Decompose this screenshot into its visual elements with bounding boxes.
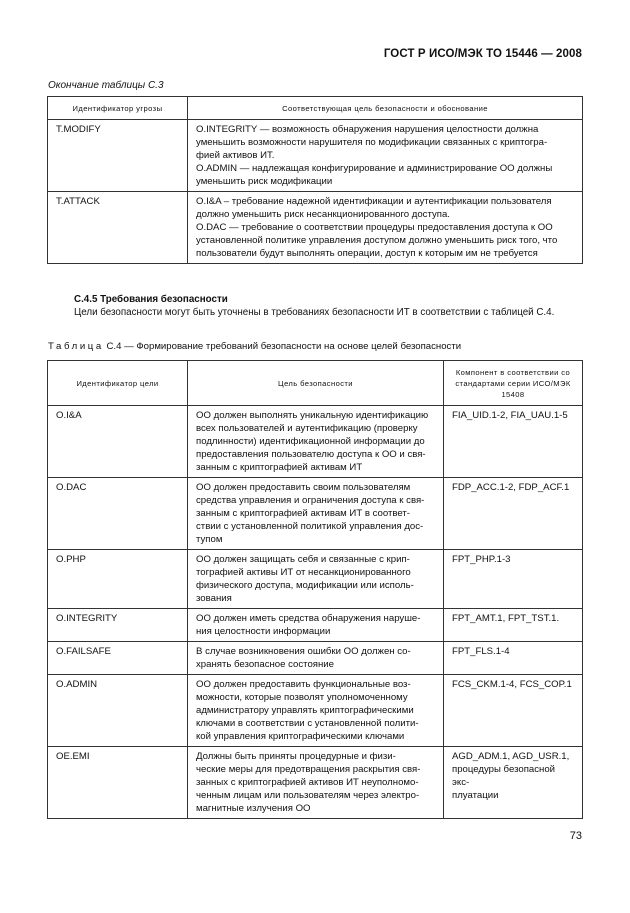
text-line: зования bbox=[196, 593, 232, 604]
table-row bbox=[48, 120, 583, 192]
objective-id: O.ADMIN bbox=[48, 675, 188, 747]
text-line: уменьшить риск модификации bbox=[196, 176, 333, 187]
objective-id: O.INTEGRITY bbox=[48, 609, 188, 642]
objective-id: OE.EMI bbox=[48, 747, 188, 819]
text-line: пользователи будут выполнять операции, доступ к которым им не требуется bbox=[196, 248, 538, 259]
threat-id: T.ATTACK bbox=[48, 192, 188, 264]
text-line: ключами в соответствии с установленной полити- bbox=[196, 718, 419, 729]
section-paragraph: Цели безопасности могут быть уточнены в требованиях безопасности ИТ в соответствии с таблицей С.4. bbox=[74, 307, 555, 318]
caption-label: Таблица bbox=[48, 341, 104, 352]
text-line: В случае возникновения ошибки ОО должен со- bbox=[196, 646, 411, 657]
text-line: хранять безопасное состояние bbox=[196, 659, 334, 670]
column-header: Идентификатор угрозы bbox=[48, 97, 188, 120]
objective-description bbox=[188, 675, 444, 747]
text-line: всех пользователей и аутентификацию (проверку bbox=[196, 423, 418, 434]
component-list bbox=[444, 747, 583, 819]
text-line: ческие меры для предотвращения раскрытия свя- bbox=[196, 764, 421, 775]
table-c3 bbox=[47, 96, 583, 264]
text-line: можности, которые позволят уполномоченному bbox=[196, 692, 408, 703]
table-row bbox=[48, 609, 583, 642]
component-list bbox=[444, 406, 583, 478]
page-number: 73 bbox=[569, 830, 582, 842]
text-line: ОО должен иметь средства обнаружения наруше- bbox=[196, 613, 421, 624]
table-header-row bbox=[48, 97, 583, 120]
table-row bbox=[48, 192, 583, 264]
objective-description bbox=[188, 609, 444, 642]
text-line: фией активов ИТ. bbox=[196, 150, 275, 161]
text-line: плуатации bbox=[452, 790, 499, 801]
section-heading: С.4.5 Требования безопасности bbox=[74, 294, 228, 305]
text-line: FPT_FLS.1-4 bbox=[452, 646, 510, 657]
text-line: AGD_ADM.1, AGD_USR.1, bbox=[452, 751, 570, 762]
table-row bbox=[48, 642, 583, 675]
text-line: O.ADMIN — надлежащая конфигурирование и администрирование ОО должны bbox=[196, 163, 553, 174]
text-line: O.INTEGRITY — возможность обнаружения нарушения целостности должна bbox=[196, 124, 539, 135]
text-line: O.I&A – требование надежной идентификации и аутентификации пользователя bbox=[196, 196, 552, 207]
text-line: ОО должен предоставить своим пользователям bbox=[196, 482, 411, 493]
text-line: администратору управлять криптографическими bbox=[196, 705, 414, 716]
text-line: занным с криптографией активам ИТ bbox=[196, 462, 363, 473]
table-row bbox=[48, 675, 583, 747]
column-header: Цель безопасности bbox=[188, 361, 444, 406]
text-line: физического доступа, модификации или исполь- bbox=[196, 580, 414, 591]
text-line: ченным лицам или пользователям через электро- bbox=[196, 790, 420, 801]
table-row bbox=[48, 406, 583, 478]
text-line: кой управления криптографическими ключами bbox=[196, 731, 405, 742]
text-line: подлинности) идентификационной информации до bbox=[196, 436, 425, 447]
objective-id: O.DAC bbox=[48, 478, 188, 550]
component-list bbox=[444, 609, 583, 642]
document-header: ГОСТ Р ИСО/МЭК ТО 15446 — 2008 bbox=[383, 48, 582, 60]
threat-id: T.MODIFY bbox=[48, 120, 188, 192]
table-c3-caption: Окончание таблицы С.3 bbox=[48, 80, 164, 91]
text-line: FPT_PHP.1-3 bbox=[452, 554, 511, 565]
text-line: установленной политике управления доступом должно уменьшить риск того, что bbox=[196, 235, 558, 246]
text-line: O.DAC — требование о соответствии процедуры предоставления доступа к ОО bbox=[196, 222, 553, 233]
objective-description bbox=[188, 642, 444, 675]
table-c4-caption bbox=[48, 341, 461, 352]
text-line: FCS_CKM.1-4, FCS_COP.1 bbox=[452, 679, 572, 690]
text-line: ния целостности информации bbox=[196, 626, 331, 637]
objective-id: O.I&A bbox=[48, 406, 188, 478]
table-row bbox=[48, 550, 583, 609]
text-line: ствии с установленной политикой управления дос- bbox=[196, 521, 424, 532]
table-row bbox=[48, 478, 583, 550]
text-line: должно уменьшить риск несанкционированного доступа. bbox=[196, 209, 450, 220]
text-line: ОО должен предоставить функциональные воз- bbox=[196, 679, 411, 690]
column-header: Соответствующая цель безопасности и обоснование bbox=[188, 97, 583, 120]
objective-id: O.PHP bbox=[48, 550, 188, 609]
component-list bbox=[444, 550, 583, 609]
component-list bbox=[444, 478, 583, 550]
text-line: FDP_ACC.1-2, FDP_ACF.1 bbox=[452, 482, 570, 493]
text-line: магнитные излучения ОО bbox=[196, 803, 311, 814]
text-line: уменьшить возможности нарушителя по модификации связанных с криптогра- bbox=[196, 137, 548, 148]
objective-description bbox=[188, 478, 444, 550]
threat-description bbox=[188, 120, 583, 192]
text-line: предоставления пользователю доступа к ОО и свя- bbox=[196, 449, 426, 460]
text-line: занным с криптографией активам ИТ в соответ- bbox=[196, 508, 410, 519]
objective-description bbox=[188, 747, 444, 819]
objective-description bbox=[188, 550, 444, 609]
text-line: тографией активы ИТ от несанкционированного bbox=[196, 567, 411, 578]
table-row bbox=[48, 747, 583, 819]
text-line: ОО должен выполнять уникальную идентификацию bbox=[196, 410, 429, 421]
column-header: Компонент в соответствии со стандартами серии ИСО/МЭК 15408 bbox=[444, 361, 583, 406]
threat-description bbox=[188, 192, 583, 264]
text-line: Должны быть приняты процедурные и физи- bbox=[196, 751, 396, 762]
text-line: занных с криптографией активов ИТ неуполномо- bbox=[196, 777, 419, 788]
objective-id: O.FAILSAFE bbox=[48, 642, 188, 675]
objective-description bbox=[188, 406, 444, 478]
text-line: ОО должен защищать себя и связанные с крип- bbox=[196, 554, 410, 565]
text-line: средства управления и ограничения доступа к свя- bbox=[196, 495, 425, 506]
component-list bbox=[444, 642, 583, 675]
text-line: процедуры безопасной экс- bbox=[452, 764, 556, 788]
column-header: Идентификатор цели bbox=[48, 361, 188, 406]
text-line: тупом bbox=[196, 534, 223, 545]
table-c4 bbox=[47, 360, 583, 819]
text-line: FIA_UID.1-2, FIA_UAU.1-5 bbox=[452, 410, 568, 421]
text-line: FPT_AMT.1, FPT_TST.1. bbox=[452, 613, 560, 624]
table-header-row bbox=[48, 361, 583, 406]
caption-text: С.4 — Формирование требований безопасности на основе целей безопасности bbox=[106, 341, 462, 352]
component-list bbox=[444, 675, 583, 747]
